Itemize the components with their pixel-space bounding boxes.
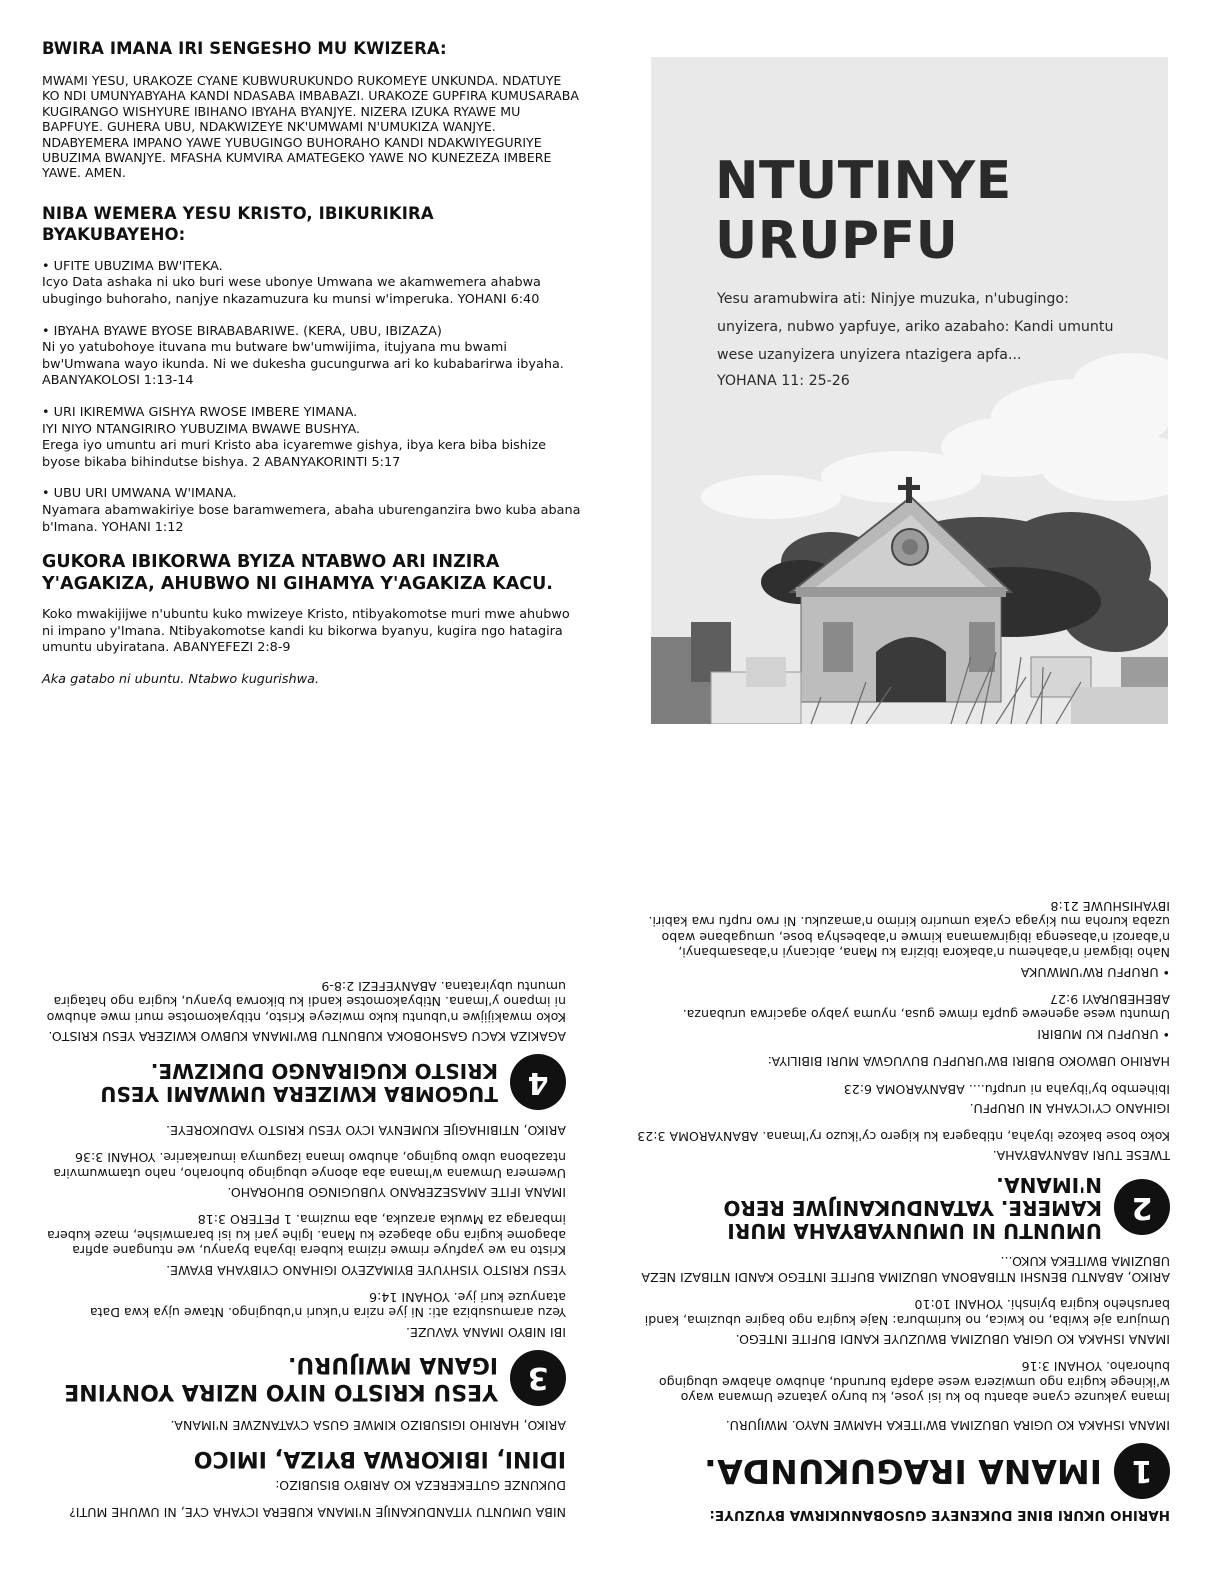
benefit-title: • UFITE UBUZIMA BW'ITEKA. <box>42 258 223 274</box>
intro-line: HARIHO UKURI BINE DUKENEYE GUSOBANUKIRWA BYUZUYE: <box>709 1507 1170 1523</box>
paragraph: IMANA IFITE AMASEZERANO YUBUGINGO BUHORAHO. <box>227 1184 566 1200</box>
benefit-item <box>42 405 582 471</box>
salvation-panel <box>42 38 582 687</box>
cover-verse: Yesu aramubwira ati: Ninjye muzuka, n'ubugingo: unyizera, nubwo yapfuye, ariko azabaho: Kandi umuntu wese uzanyizera unyizera ntazigera apfa... <box>717 291 1114 363</box>
paragraph: DUKUNZE GUTEKEREZA KO ARIBYO BISUBIZO: <box>275 1477 566 1493</box>
grace-text: Koko mwakijijwe n'ubuntu kuko mwizeye Kristo, ntibyakomotse muri mwe ahubwo ni impano y'Imana. Ntibyakomotse kandi ku bikorwa byanyu, kugira ngo hatagira umuntu ubyiratana. ABANYEFEZI 2:8-9 <box>42 607 570 656</box>
paragraph: ARIKO, NTIBIHAGIJE KUMENYA ICYO YESU KRISTO YADUKOREYE. <box>166 1122 566 1138</box>
section-3-header <box>38 1350 566 1406</box>
section-number-badge: 1 <box>1114 1443 1170 1499</box>
paragraph: Koko bose bakoze ibyaha, ntibagera ku kigero cy'ikuzo ry'Imana. ABANYAROMA 3:23 <box>637 1128 1170 1144</box>
benefit-item <box>42 324 582 390</box>
paragraph: ARIKO, HARIHO IGISUBIZO KIMWE GUSA CYATANZWE N'IMANA. <box>170 1418 566 1434</box>
prayer-heading: BWIRA IMANA IRI SENGESHO MU KWIZERA: <box>42 39 447 58</box>
paragraph: IMANA ISHAKA KO UGIRA UBUZIMA BWUZUYE KANDI BUFITE INTEGO. <box>735 1331 1170 1347</box>
section-4-title: TUGOMBA KWIZERA UMWAMI YESU KRISTO KUGIRANGO DUKIZWE. <box>100 1059 498 1107</box>
paragraph: Ibihembo by'ibyaha ni urupfu.... ABANYAROMA 6:23 <box>843 1081 1170 1097</box>
benefit-subtitle: IYI NIYO NTANGIRIRO YUBUZIMA BWAWE BUSHYA. <box>42 421 361 437</box>
benefit-title: • IBYAHA BYAWE BYOSE BIRABABARIWE. (KERA, UBU, IBIZAZA) <box>42 323 442 339</box>
section-1-header <box>636 1443 1170 1499</box>
paragraph: Imana yakunze cyane abantu bo ku isi yose, ku buryo yatanze Umwana wayo w'ikinege kugira ngo umwizera wese adapfa burundu, ahubwo ahabwe ubugingo buhoraho. YOHANI 3:16 <box>658 1359 1170 1406</box>
cover-title-line-2: URUPFU <box>715 211 959 271</box>
cover-verse-reference: YOHANA 11: 25-26 <box>717 373 850 389</box>
four-truths-panel-2 <box>38 868 566 1520</box>
paragraph: TWESE TURI ABANYABYAHA. <box>992 1147 1170 1163</box>
section-2-header <box>636 1173 1170 1242</box>
paragraph: Koko mwakijijwe n'ubuntu kuko mwizeye Kristo, ntibyakomotse muri mwe ahubwo ni impano y'Imana. Ntibyakomotse kandi ku bikorwa byanyu, kugira ngo hatagira umuntu ubyiratana. ABANYEFEZI 2:8-9 <box>46 979 566 1025</box>
benefit-body: Ni yo yatubohoye ituvana mu butware bw'umwijima, itujyana mu bwami bw'Umwana wayo ikunda. Ni we dukesha gucungurwa ari ko kubabarirwa ibyaha. ABANYAKOLOSI 1:13-14 <box>42 340 564 389</box>
false-answers-heading: IDINI, IBIKORWA BYIZA, IMICO <box>193 1446 566 1472</box>
section-number-badge: 2 <box>1114 1179 1170 1235</box>
paragraph: AGAKIZA KACU GASHOBOKA KUBUNTU BW'IMANA KUBWO KWIZERA YESU KRISTO. <box>48 1029 566 1045</box>
paragraph: Umujura aje kwiba, no kwica, no kurimbura: Naje kugira ngo bagire ubuzima, kandi barusheho kugira byinshi. YOHANI 10:10 <box>644 1297 1170 1328</box>
cover-title <box>715 151 1012 271</box>
section-1-title: IMANA IRAGUKUNDA. <box>704 1451 1102 1491</box>
section-3-title: YESU KRISTO NIYO NZIRA YONYINE IGANA MWIJURU. <box>64 1351 498 1404</box>
paragraph: ARIKO, ABANTU BENSHI NTIBABONA UBUZIMA BUFITE INTEGO KANDI NTIBAZI NEZA UBUZIMA BWITEKA KUKO... <box>641 1254 1170 1285</box>
paragraph: • URUPFU RW'UMWUKA <box>1020 964 1170 980</box>
four-truths-panel-1 <box>636 826 1170 1522</box>
benefits-heading: NIBA WEMERA YESU KRISTO, IBIKURIKIRA BYAKUBAYEHO: <box>42 203 434 244</box>
free-note: Aka gatabo ni ubuntu. Ntabwo kugurishwa. <box>42 671 320 687</box>
benefit-body: Nyamara abamwakiriye bose baramwemera, abaha uburenganzira bwo kuba abana b'Imana. YOHANI 1:12 <box>42 502 581 535</box>
paragraph: IMANA ISHAKA KO UGIRA UBUZIMA BW'ITEKA HAMWE NAYO. MWIJURU. <box>725 1417 1170 1433</box>
benefit-item <box>42 259 582 309</box>
benefit-body: Erega iyo umuntu ari muri Kristo aba icyaremwe gishya, ibya kera biba bishize byose bikaba bihindutse bishya. 2 ABANYAKORINTI 5:17 <box>42 438 547 470</box>
benefit-title: • UBU URI UMWANA W'IMANA. <box>42 486 237 502</box>
paragraph: Uwemera Umwana w'Imana aba abonye ubugingo buhoraho, naho utamwumvira ntazabona ubwo bugingo, ahubwo Imana izagumya imurakarire. YOHANI 3:36 <box>53 1150 566 1181</box>
benefit-body: Icyo Data ashaka ni uko buri wese ubonye Umwana we akamwemera ahabwa ubugingo buhoraho, nanjye nkazamuzura ku munsi w'imperuka. YOHANI 6:40 <box>42 275 541 308</box>
paragraph: Umuntu wese agenewe gupfa rimwe gusa, nyuma yabyo agacirwa urubanza. ABEHEBURAYI 9:27 <box>682 992 1170 1023</box>
section-4-header <box>38 1054 566 1110</box>
cover-title-line-1: NTUTINYE <box>715 151 1012 211</box>
section-number-badge: 4 <box>510 1054 566 1110</box>
paragraph: Kristo na we yapfuye rimwe rizima kubera ibyaha byanyu, we ntungane apfira abagome kugira ngo abageze ku Mana. Igihe yari ku isi baramwishe, maze kubera imbaraga za Mwuka arazuka, aba muzima. 1 PETERO 3:18 <box>47 1212 566 1259</box>
paragraph: YESU KRISTO YISHYUYE BYIMAZEYO IGIHANO CYIBYAHA BYAWE. <box>166 1262 566 1278</box>
benefit-item <box>42 486 582 536</box>
cover-panel <box>651 57 1168 724</box>
prayer-text: MWAMI YESU, URAKOZE CYANE KUBWURUKUNDO RUKOMEYE UNKUNDA. NDATUYE KO NDI UMUNYABYAHA KANDI NDASABA IMBABAZI. URAKOZE GUPFIRA KUMUSARABA KUGIRANGO WISHYURE IBIHANO IBYAHA BYANJYE. NIZERA IZUKA RYAWE MU BAPFUYE. GUHERA UBU, NDAKWIZEYE NK'UMWAMI N'UMUKIZA WANJYE. NDABYEMERA IMPANO YAWE YUBUGINGO BUHORAHO KANDI NDAKWIYEGURIYE UBUZIMA BWANJYE. MFASHA KUMVIRA AMATEGEKO YAWE NO KUNEZEZA IMBERE YAWE. AMEN. <box>42 73 579 181</box>
benefit-title: • URI IKIREMWA GISHYA RWOSE IMBERE YIMANA. <box>42 405 358 420</box>
paragraph: Naho ibigwari n'abahemu n'abakora ibizira ku Mana, abicanyi n'abasambanyi, n'abarozi n'abasenga ibigirwamana kimwe n'ababeshya bose, umugabane wabo uzaba kuroha mu kiyaga cyaka umuriro kirimo n'amazuku. Ni rwo rupfu rwa kabiri. IBYAHISHUWE 21:8 <box>648 899 1170 961</box>
paragraph: Yezu aramusubiza ati: Ni jye nzira n'ukuri n'ubugingo. Ntawe ujya kwa Data atanyuze kuri jye. YOHANI 14:6 <box>89 1289 566 1321</box>
question: NIBA UMUNTU YITANDUKANIJE N'IMANA KUBERA ICYAHA CYE, NI UWUHE MUTI? <box>69 1505 566 1520</box>
paragraph: HARIHO UBWOKO BUBIRI BW'URUPFU BUVUGWA MURI BIBILIYA: <box>767 1054 1170 1070</box>
paragraph: • URUPFU KU MUBIRI <box>1037 1026 1170 1042</box>
section-number-badge: 3 <box>510 1350 566 1406</box>
paragraph: IBI NIBYO IMANA YAVUZE. <box>405 1324 566 1340</box>
good-works-heading: GUKORA IBIKORWA BYIZA NTABWO ARI INZIRA Y'AGAKIZA, AHUBWO NI GIHAMYA Y'AGAKIZA KACU. <box>42 552 553 595</box>
section-2-title: UMUNTU NI UMUNYABYAHA MURI KAMERE. YATANDUKANIJWE RERO N'IMANA. <box>723 1172 1102 1243</box>
paragraph: IGIHANO CY'ICYAHA NI URUPFU. <box>969 1101 1170 1117</box>
